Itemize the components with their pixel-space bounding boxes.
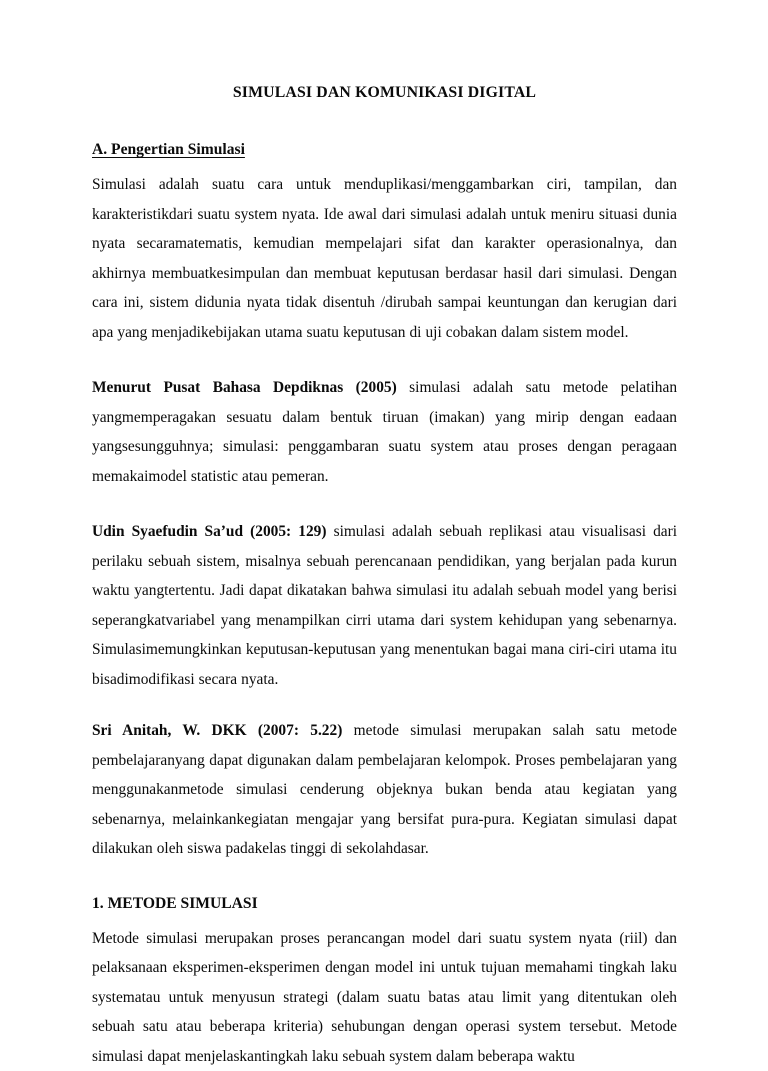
document-body: [92, 84, 677, 1071]
citation-body-anitah: metode simulasi merupakan salah satu metode pembelajaranyang dapat digunakan dalam pembelajaran kelompok. Proses pembelajaran yang menggunakanmetode simulasi cenderung objeknya bukan benda atau kegiatan yang sebenarnya, melainkankegiatan mengajar yang bersifat pura-pura. Kegiatan simulasi dapat dilakukan oleh siswa padakelas tinggi di sekolahdasar.: [92, 722, 677, 858]
citation-body-saud: simulasi adalah sebuah replikasi atau visualisasi dari perilaku sebuah sistem, misalnya sebuah perencanaan pendidikan, yang berjalan pada kurun waktu yangtertentu. Jadi dapat dikatakan bahwa simulasi itu adalah sebuah model yang berisi seperangkatvariabel yang menampilkan cirri utama dari system kehidupan yang sebenarnya. Simulasimemungkinkan keputusan-keputusan yang menentukan bagai mana ciri-ciri utama itu bisadimodifikasi secara nyata.: [92, 523, 678, 688]
document-title: SIMULASI DAN KOMUNIKASI DIGITAL: [232, 84, 537, 101]
paragraph-metode-simulasi: Metode simulasi merupakan proses perancangan model dari suatu system nyata (riil) dan pelaksanaan eksperimen-eksperimen dengan model ini untuk tujuan memahami tingkah laku systematau untuk menyusun strategi (dalam suatu batas atau limit yang ditentukan oleh sebuah satu atau beberapa kriteria) sehubungan dengan operasi system tersebut. Metode simulasi dapat menjelaskantingkah laku sebuah system dalam beberapa waktu: [92, 929, 677, 1065]
spacer: [92, 914, 677, 924]
citation-lead-saud: Udin Syaefudin Sa’ud (2005: 129): [92, 523, 327, 541]
section-heading-metode-simulasi: 1. METODE SIMULASI: [92, 894, 258, 912]
spacer: [92, 347, 677, 373]
spacer: [92, 864, 677, 894]
spacer: [92, 694, 677, 716]
paragraph-pengertian-simulasi: Simulasi adalah suatu cara untuk menduplikasi/menggambarkan ciri, tampilan, dan karakteristikdari suatu system nyata. Ide awal dari simulasi adalah untuk meniru situasi dunia nyata secaramatematis, kemudian mempelajari sifat dan karakter operasionalnya, dan akhirnya membuatkesimpulan dan membuat keputusan berdasar hasil dari simulasi. Dengan cara ini, sistem didunia nyata tidak disentuh /dirubah sampai keuntungan dan kerugian dari apa yang menjadikebijakan utama suatu keputusan di uji cobakan dalam sistem model.: [92, 176, 677, 341]
paragraph-depdiknas: [92, 373, 677, 491]
citation-lead-anitah: Sri Anitah, W. DKK (2007: 5.22): [92, 722, 343, 740]
spacer: [92, 160, 677, 170]
paragraph-saud: [92, 517, 677, 694]
spacer: [92, 103, 677, 140]
paragraph-anitah: [92, 716, 677, 864]
section-heading-pengertian-simulasi: A. Pengertian Simulasi: [92, 140, 245, 158]
spacer: [92, 491, 677, 517]
citation-body-depdiknas: simulasi adalah satu metode pelatihan yangmemperagakan sesuatu dalam bentuk tiruan (imakan) yang mirip dengan eadaan yangsesungguhnya; simulasi: penggambaran suatu system atau proses dengan peragaan memakaimodel statistic atau pemeran.: [92, 379, 678, 485]
citation-lead-depdiknas: Menurut Pusat Bahasa Depdiknas (2005): [92, 379, 397, 397]
